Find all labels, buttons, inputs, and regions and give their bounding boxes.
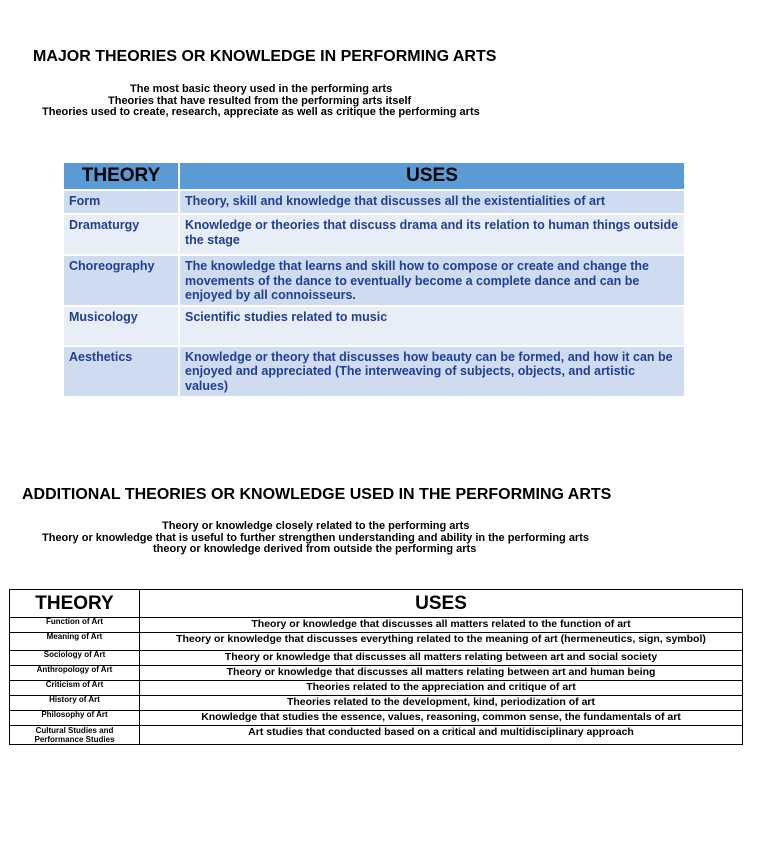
table-row [10, 726, 743, 745]
section2-subtitle-line-2: Theory or knowledge that is useful to further strengthen understanding and ability in the performing arts [42, 531, 589, 544]
uses-cell: Theory or knowledge that discusses all matters relating between art and social society [140, 651, 743, 666]
table-row [10, 666, 743, 681]
table-row [10, 618, 743, 633]
uses-cell: Knowledge or theories that discuss drama and its relation to human things outside the stage [179, 214, 685, 255]
uses-cell: Scientific studies related to music [179, 306, 685, 346]
uses-cell: Theories related to the development, kind, periodization of art [140, 696, 743, 711]
theory-cell: Cultural Studies and Performance Studies [10, 726, 140, 745]
theory-cell: Sociology of Art [10, 651, 140, 666]
column-header-theory: THEORY [10, 590, 140, 618]
theory-cell: Criticism of Art [10, 681, 140, 696]
theory-cell: Dramaturgy [64, 214, 179, 255]
theory-cell: Form [64, 190, 179, 214]
theory-cell: History of Art [10, 696, 140, 711]
section2-title: ADDITIONAL THEORIES OR KNOWLEDGE USED IN THE PERFORMING ARTS [22, 486, 612, 503]
table-header-row [64, 163, 685, 190]
table-row [10, 711, 743, 726]
uses-cell: Theory or knowledge that discusses all matters related to the function of art [140, 618, 743, 633]
table-row [64, 255, 685, 306]
theory-cell: Aesthetics [64, 346, 179, 397]
theory-cell: Meaning of Art [10, 633, 140, 651]
uses-cell: Knowledge or theory that discusses how beauty can be formed, and how it can be enjoyed and appreciated (The interweaving of subjects, objects, and artistic values) [179, 346, 685, 397]
table-row [10, 651, 743, 666]
uses-cell: Knowledge that studies the essence, values, reasoning, common sense, the fundamentals of art [140, 711, 743, 726]
uses-cell: Art studies that conducted based on a critical and multidisciplinary approach [140, 726, 743, 745]
table-row [10, 696, 743, 711]
column-header-uses: USES [179, 163, 685, 190]
section2-subtitle-line-1: Theory or knowledge closely related to the performing arts [162, 520, 470, 532]
section2-subtitle [0, 520, 589, 556]
major-theories-table [64, 163, 686, 398]
column-header-theory: THEORY [64, 163, 179, 190]
theory-cell: Philosophy of Art [10, 711, 140, 726]
uses-cell: The knowledge that learns and skill how to compose or create and change the movements of the dance to eventually become a complete dance and can be enjoyed by all connoisseurs. [179, 255, 685, 306]
uses-cell: Theories related to the appreciation and critique of art [140, 681, 743, 696]
section1-subtitle-line-2: Theories that have resulted from the performing arts itself [108, 94, 412, 107]
theory-cell: Musicology [64, 306, 179, 346]
section1-subtitle [0, 83, 480, 119]
table-row [10, 633, 743, 651]
section1-subtitle-line-1: The most basic theory used in the performing arts [130, 83, 393, 95]
table-row [64, 214, 685, 255]
uses-cell: Theory or knowledge that discusses everything related to the meaning of art (hermeneutics, sign, symbol) [140, 633, 743, 651]
column-header-uses: USES [140, 590, 743, 618]
section2-subtitle-line-3: theory or knowledge derived from outside the performing arts [153, 543, 477, 555]
uses-cell: Theory or knowledge that discusses all matters relating between art and human being [140, 666, 743, 681]
table-row [64, 346, 685, 397]
table-row [64, 190, 685, 214]
table-row [10, 681, 743, 696]
theory-cell: Choreography [64, 255, 179, 306]
section1-subtitle-line-3: Theories used to create, research, appreciate as well as critique the performing arts [42, 106, 480, 118]
uses-cell: Theory, skill and knowledge that discusses all the existentialities of art [179, 190, 685, 214]
theory-cell: Anthropology of Art [10, 666, 140, 681]
additional-theories-table [9, 589, 743, 745]
table-row [64, 306, 685, 346]
section1-title: MAJOR THEORIES OR KNOWLEDGE IN PERFORMING ARTS [33, 48, 497, 65]
table-header-row [10, 590, 743, 618]
theory-cell: Function of Art [10, 618, 140, 633]
